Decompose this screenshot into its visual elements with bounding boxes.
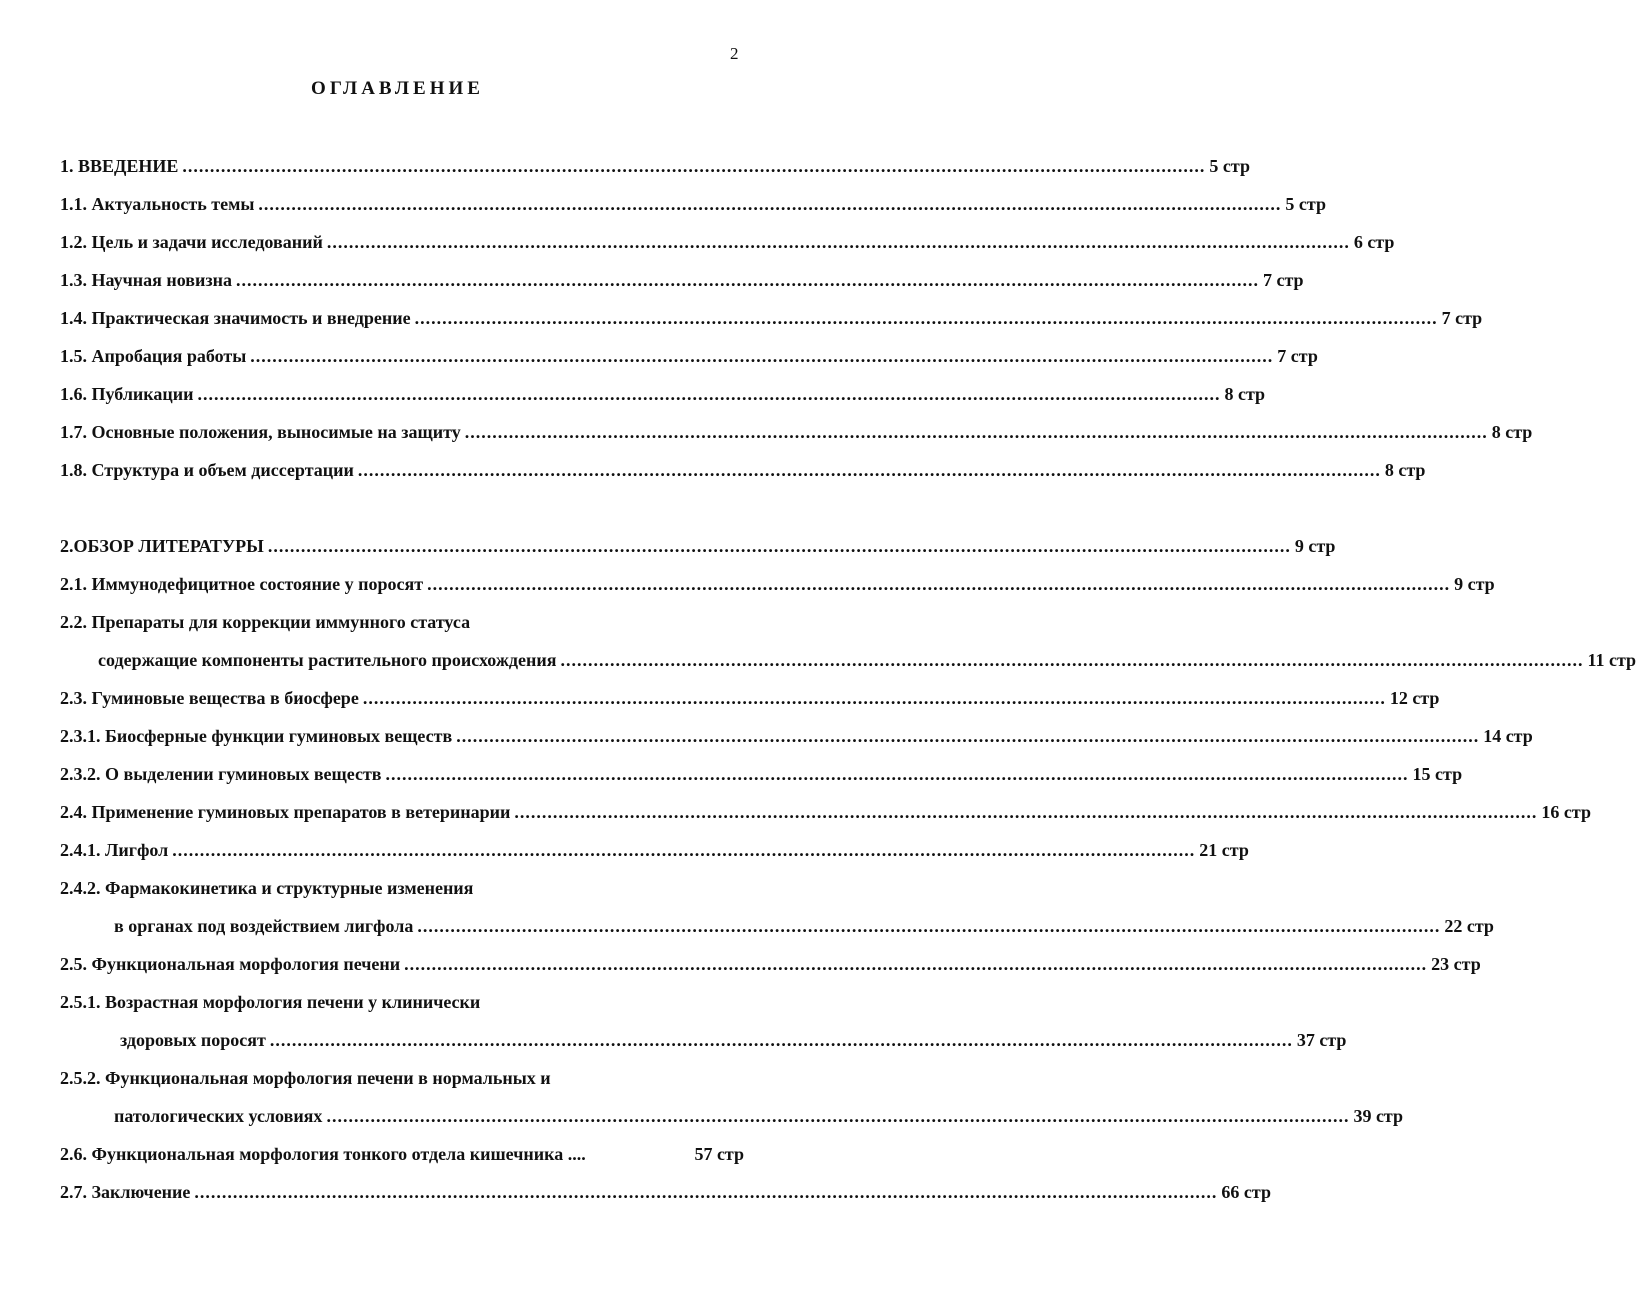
toc-entry-page: 11 стр: [1587, 650, 1636, 670]
leader-dots: ..........................................................................................................................................................................................: [427, 574, 1451, 594]
leader-dots: ..........................................................................................................................................................................................: [250, 346, 1274, 366]
toc-entry-title: патологических условиях: [114, 1106, 323, 1126]
toc-entry-title: 1.5. Апробация работы: [60, 346, 247, 366]
toc-entry-page: 8 стр: [1384, 460, 1426, 480]
toc-entry-page: 22 стр: [1444, 916, 1494, 936]
leader-dots: ..........................................................................................................................................................................................: [514, 802, 1538, 822]
toc-entry-title: 2.5.2. Функциональная морфология печени в нормальных и: [60, 1068, 551, 1088]
toc-entry-title: 1. ВВЕДЕНИЕ: [60, 156, 179, 176]
leader-dots: ..........................................................................................................................................................................................: [464, 422, 1488, 442]
toc-entry-continuation: [114, 914, 1494, 938]
leader-dots: ..........................................................................................................................................................................................: [326, 232, 1350, 252]
toc-entry-page: 15 стр: [1412, 764, 1463, 784]
toc-entry-page: 9 стр: [1454, 574, 1495, 594]
leader-dots: ..........................................................................................................................................................................................: [560, 650, 1584, 670]
toc-entry-continuation: [120, 1028, 1347, 1052]
leader-dots: ..........................................................................................................................................................................................: [357, 460, 1381, 480]
toc-entry: [60, 420, 1533, 444]
toc-entry-page: 39 стр: [1353, 1106, 1403, 1126]
toc-entry-title: 2.2. Препараты для коррекции иммунного статуса: [60, 612, 471, 632]
toc-entry: [60, 990, 744, 1014]
toc-entry-page: 9 стр: [1294, 536, 1336, 556]
toc-entry: [60, 724, 1533, 748]
toc-entry: [60, 344, 1318, 368]
toc-entry-page: 21 стр: [1199, 840, 1249, 860]
toc-entry-page: 57 стр: [694, 1144, 744, 1164]
toc-entry-title: 2.3.2. О выделении гуминовых веществ: [60, 764, 382, 784]
toc-entry-title: 2.4.1. Лигфол: [60, 840, 169, 860]
toc-entry: [60, 154, 1250, 178]
toc-entry-title: 1.1. Актуальность темы: [60, 194, 255, 214]
toc-entry: [60, 458, 1426, 482]
leader-dots: ..........................................................................................................................................................................................: [362, 688, 1386, 708]
toc-entry: [60, 800, 1591, 824]
toc-entry-title: 1.7. Основные положения, выносимые на защиту: [60, 422, 461, 442]
toc-entry-page: 7 стр: [1262, 270, 1304, 290]
toc-entry: [60, 762, 1463, 786]
toc-entry: [60, 610, 744, 634]
toc-entry-title: 2.1. Иммунодефицитное состояние у поросят: [60, 574, 424, 594]
toc-entry: [60, 838, 1249, 862]
leader-dots: ..........................................................................................................................................................................................: [182, 156, 1206, 176]
toc-entry: [60, 382, 1266, 406]
toc-entry-title: 2.4.2. Фармакокинетика и структурные изменения: [60, 878, 474, 898]
toc-entry: [60, 534, 1336, 558]
toc-entry: [60, 1142, 744, 1166]
toc-entry-page: 66 стр: [1221, 1182, 1271, 1202]
toc-entry-title: 2.7. Заключение: [60, 1182, 191, 1202]
toc-entry: [60, 268, 1304, 292]
toc-entry-page: 8 стр: [1491, 422, 1533, 442]
toc-entry-title: 1.3. Научная новизна: [60, 270, 232, 290]
toc-entry: [60, 306, 1483, 330]
toc-entry: [60, 1066, 744, 1090]
toc-entry-title: 2.3. Гуминовые вещества в биосфере: [60, 688, 359, 708]
toc-entry-title: 1.2. Цель и задачи исследований: [60, 232, 323, 252]
toc-entry-title: 1.6. Публикации: [60, 384, 194, 404]
toc-entry-page: 14 стр: [1483, 726, 1533, 746]
toc-entry: [60, 876, 744, 900]
toc-entry-page: 7 стр: [1441, 308, 1483, 328]
toc-entry-title: 2.ОБЗОР ЛИТЕРАТУРЫ: [60, 536, 264, 556]
leader-dots: ..........................................................................................................................................................................................: [172, 840, 1196, 860]
toc-entry-title: 1.4. Практическая значимость и внедрение: [60, 308, 411, 328]
toc-entry: [60, 1180, 1271, 1204]
leader-dots: ..........................................................................................................................................................................................: [417, 916, 1441, 936]
toc-entry-title: 2.6. Функциональная морфология тонкого отдела кишечника ....: [60, 1144, 586, 1164]
leader-dots: ..........................................................................................................................................................................................: [456, 726, 1480, 746]
toc-entry-title: здоровых поросят: [120, 1030, 266, 1050]
leader-dots: ..........................................................................................................................................................................................: [258, 194, 1282, 214]
toc-entry-title: 2.3.1. Биосферные функции гуминовых веществ: [60, 726, 453, 746]
toc-entry: [60, 192, 1326, 216]
toc-entry-page: 16 стр: [1541, 802, 1591, 822]
toc-entry-continuation: [98, 648, 1636, 672]
toc-entry-page: 37 стр: [1296, 1030, 1347, 1050]
toc-entry-title: в органах под воздействием лигфола: [114, 916, 414, 936]
leader-dots: ..........................................................................................................................................................................................: [194, 1182, 1218, 1202]
leader-dots: ..........................................................................................................................................................................................: [414, 308, 1438, 328]
leader-dots: ..........................................................................................................................................................................................: [404, 954, 1428, 974]
toc-entry-page: 6 стр: [1353, 232, 1395, 252]
toc-entry-page: 12 стр: [1389, 688, 1440, 708]
leader-dots: ..........................................................................................................................................................................................: [326, 1106, 1350, 1126]
toc-entry-page: 5 стр: [1209, 156, 1250, 176]
toc-entry-continuation: [114, 1104, 1403, 1128]
toc-entry-page: 23 стр: [1431, 954, 1481, 974]
toc-entry-page: 7 стр: [1277, 346, 1318, 366]
leader-dots: ..........................................................................................................................................................................................: [235, 270, 1259, 290]
leader-dots: ..........................................................................................................................................................................................: [267, 536, 1291, 556]
toc-entry-title: 2.5. Функциональная морфология печени: [60, 954, 401, 974]
toc-entry: [60, 230, 1395, 254]
leader-dots: ..........................................................................................................................................................................................: [269, 1030, 1293, 1050]
leader-dots: ..........................................................................................................................................................................................: [385, 764, 1409, 784]
toc-entry-title: содержащие компоненты растительного происхождения: [98, 650, 557, 670]
page-number: 2: [730, 44, 739, 63]
toc-entry: [60, 686, 1440, 710]
toc-entry-title: 1.8. Структура и объем диссертации: [60, 460, 354, 480]
toc-entry: [60, 572, 1495, 596]
toc-entry-title: 2.4. Применение гуминовых препаратов в ветеринарии: [60, 802, 511, 822]
leader-dots: ..........................................................................................................................................................................................: [197, 384, 1221, 404]
toc-entry: [60, 952, 1481, 976]
toc-title: ОГЛАВЛЕНИЕ: [311, 78, 484, 99]
toc-entry-page: 5 стр: [1285, 194, 1326, 214]
toc-entry-title: 2.5.1. Возрастная морфология печени у клинически: [60, 992, 481, 1012]
toc-entry-page: 8 стр: [1224, 384, 1266, 404]
